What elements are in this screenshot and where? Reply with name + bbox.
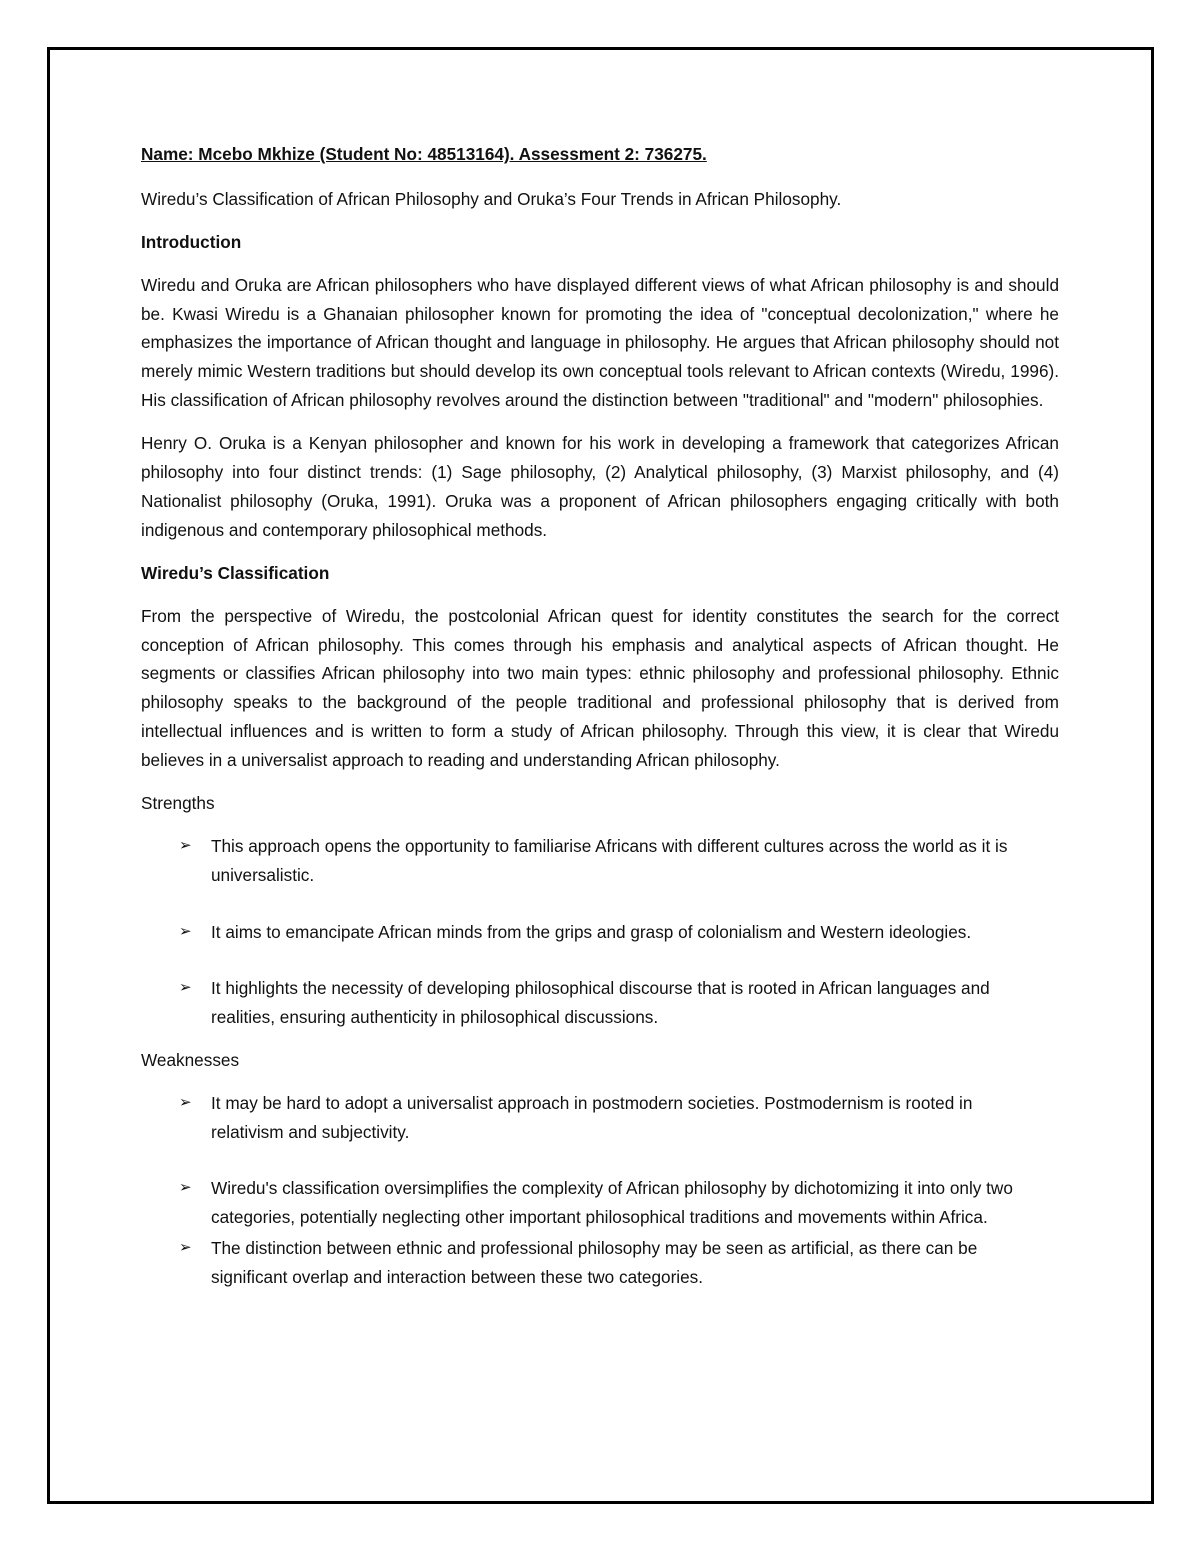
list-item-text: It aims to emancipate African minds from the grips and grasp of colonialism and Western ideologies.	[211, 921, 972, 942]
list-item	[141, 1234, 1031, 1292]
list-item	[141, 918, 1031, 947]
introduction-paragraph-2: Henry O. Oruka is a Kenyan philosopher and known for his work in developing a framework that categorizes African philosophy into four distinct trends: (1) Sage philosophy, (2) Analytical philosophy, (3) Marxist philosophy, and (4) Nationalist philosophy (Oruka, 1991). Oruka was a proponent of African philosophers engaging critically with both indigenous and contemporary philosophical methods.	[141, 433, 1059, 540]
arrow-bullet-icon: ➢	[179, 1093, 192, 1111]
list-item-text: Wiredu's classification oversimplifies the complexity of African philosophy by dichotomizing it into only two categories, potentially neglecting other important philosophical traditions and movements within Africa.	[211, 1178, 1013, 1228]
list-item	[141, 1174, 1031, 1232]
arrow-bullet-icon: ➢	[179, 922, 192, 940]
classification-heading: Wiredu’s Classification	[141, 563, 330, 584]
arrow-bullet-icon: ➢	[179, 1179, 192, 1197]
list-item-text: It may be hard to adopt a universalist approach in postmodern societies. Postmodernism is rooted in relativism and subjectivity.	[211, 1092, 973, 1142]
list-item-text: This approach opens the opportunity to familiarise Africans with different cultures across the world as it is universalistic.	[211, 835, 1008, 885]
list-item	[141, 974, 1031, 1032]
list-item	[141, 1089, 1031, 1147]
list-item	[141, 832, 1031, 890]
document-title: Name: Mcebo Mkhize (Student No: 48513164). Assessment 2: 736275.	[141, 144, 707, 164]
introduction-paragraph-1: Wiredu and Oruka are African philosophers who have displayed different views of what African philosophy is and should be. Kwasi Wiredu is a Ghanaian philosopher known for promoting the idea of "conceptual decolonization," where he emphasizes the importance of African thought and language in philosophy. He argues that African philosophy should not merely mimic Western traditions but should develop its own conceptual tools relevant to African contexts (Wiredu, 1996). His classification of African philosophy revolves around the distinction between "traditional" and "modern" philosophies.	[141, 274, 1059, 411]
weaknesses-list	[141, 1089, 1059, 1292]
arrow-bullet-icon: ➢	[179, 979, 192, 997]
document-body	[141, 140, 1059, 1306]
arrow-bullet-icon: ➢	[179, 836, 192, 854]
list-item-text: The distinction between ethnic and professional philosophy may be seen as artificial, as there can be significant overlap and interaction between these two categories.	[211, 1237, 978, 1287]
strengths-list	[141, 832, 1059, 1032]
list-item-text: It highlights the necessity of developing philosophical discourse that is rooted in African languages and realities, ensuring authenticity in philosophical discussions.	[211, 978, 990, 1028]
introduction-heading: Introduction	[141, 232, 242, 253]
document-subtitle: Wiredu’s Classification of African Philosophy and Oruka’s Four Trends in African Philosophy.	[141, 188, 842, 209]
classification-paragraph: From the perspective of Wiredu, the postcolonial African quest for identity constitutes the search for the correct conception of African philosophy. This comes through his emphasis and analytical aspects of African thought. He segments or classifies African philosophy into two main types: ethnic philosophy and professional philosophy. Ethnic philosophy speaks to the background of the people traditional and professional philosophy that is derived from intellectual influences and is written to form a study of African philosophy. Through this view, it is clear that Wiredu believes in a universalist approach to reading and understanding African philosophy.	[141, 605, 1059, 770]
strengths-heading: Strengths	[141, 793, 215, 814]
weaknesses-heading: Weaknesses	[141, 1049, 240, 1070]
arrow-bullet-icon: ➢	[179, 1238, 192, 1256]
